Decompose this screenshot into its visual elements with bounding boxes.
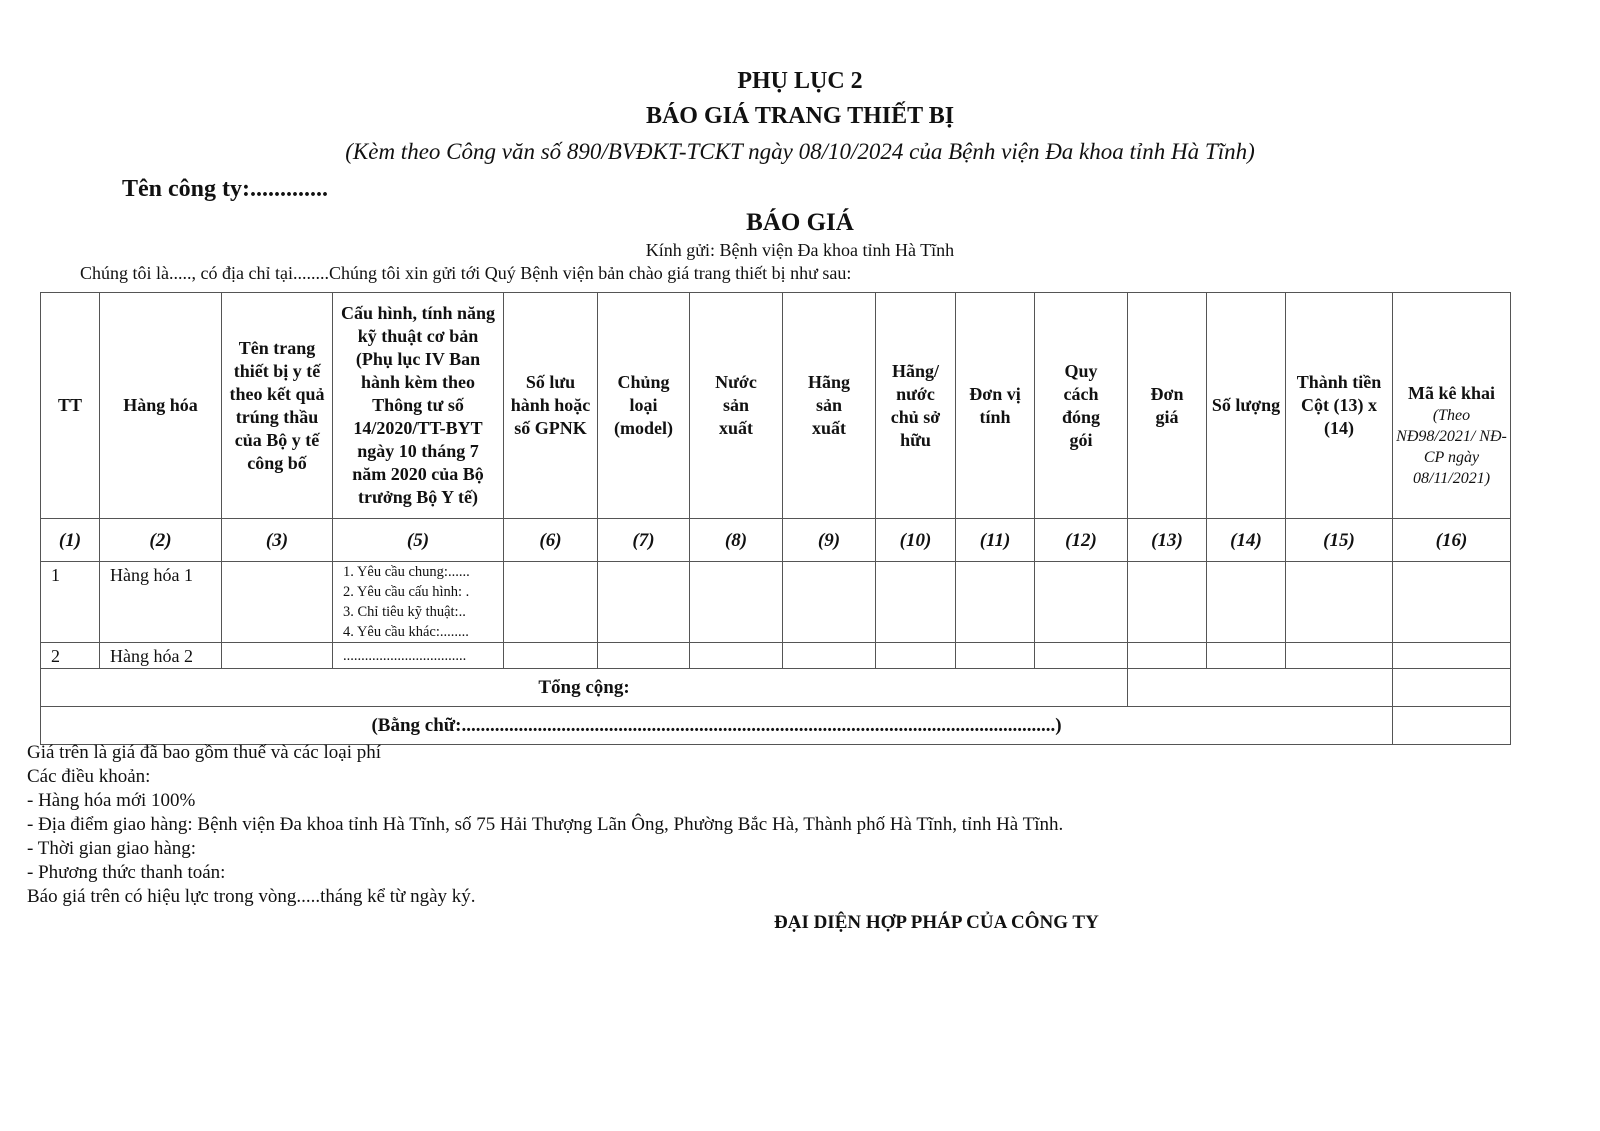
row-device-name-cell[interactable] xyxy=(222,643,333,669)
row-index xyxy=(41,562,100,643)
row-declaration-code-cell[interactable] xyxy=(1393,643,1511,669)
quote-intro: Chúng tôi là....., có địa chỉ tại........Chúng tôi xin gửi tới Quý Bệnh viện bản chào giá trang thiết bị như sau: xyxy=(80,263,852,283)
total-row xyxy=(41,669,1511,707)
row-amount-cell[interactable] xyxy=(1286,562,1393,643)
row-registration-cell[interactable] xyxy=(504,643,598,669)
column-header-declaration-code xyxy=(1393,293,1511,519)
row-country-cell[interactable] xyxy=(690,643,783,669)
row-model-cell[interactable] xyxy=(598,643,690,669)
row-packaging-cell[interactable] xyxy=(1035,562,1128,643)
terms-line-price-note: Giá trên là giá đã bao gồm thuế và các loại phí xyxy=(27,742,382,763)
column-number: (11) xyxy=(956,519,1035,562)
row-index-text: 1 xyxy=(51,565,60,585)
row-item-text: Hàng hóa 2 xyxy=(110,646,193,666)
declaration-code-note: (Theo NĐ98/2021/ NĐ-CP ngày 08/11/2021) xyxy=(1396,407,1507,487)
total-label: Tổng cộng: xyxy=(41,669,1128,707)
column-number: (7) xyxy=(598,519,690,562)
appendix-heading: PHỤ LỤC 2 xyxy=(737,68,863,94)
column-number: (6) xyxy=(504,519,598,562)
row-country-cell[interactable] xyxy=(690,562,783,643)
row-manufacturer-cell[interactable] xyxy=(783,643,876,669)
row-owner-cell[interactable] xyxy=(876,643,956,669)
row-amount-cell[interactable] xyxy=(1286,643,1393,669)
column-number: (1) xyxy=(41,519,100,562)
row-unit-price-cell[interactable] xyxy=(1128,643,1207,669)
spec-line: 1. Yêu cầu chung:...... xyxy=(343,564,470,580)
terms-section xyxy=(27,741,1063,909)
column-number-row xyxy=(41,519,1511,562)
terms-line-delivery-place: - Địa điểm giao hàng: Bệnh viện Đa khoa tỉnh Hà Tĩnh, số 75 Hải Thượng Lãn Ông, Phường Bắc Hà, Thành phố Hà Tĩnh, tỉnh Hà Tĩnh. xyxy=(27,814,1064,835)
terms-line-new-goods: - Hàng hóa mới 100% xyxy=(27,790,196,811)
column-number: (16) xyxy=(1393,519,1511,562)
signature-label: ĐẠI DIỆN HỢP PHÁP CỦA CÔNG TY xyxy=(774,912,1099,933)
column-number: (5) xyxy=(333,519,504,562)
in-words-row xyxy=(41,707,1511,745)
row-device-name-cell[interactable] xyxy=(222,562,333,643)
row-unit-cell[interactable] xyxy=(956,643,1035,669)
table-row xyxy=(41,562,1511,643)
column-number: (8) xyxy=(690,519,783,562)
column-header-country: Nước sản xuất xyxy=(690,293,783,519)
spec-line: 4. Yêu cầu khác:........ xyxy=(343,624,469,640)
row-manufacturer-cell[interactable] xyxy=(783,562,876,643)
quote-table xyxy=(40,292,1511,745)
table-row xyxy=(41,643,1511,669)
total-amount-cell[interactable] xyxy=(1128,669,1393,707)
column-header-packaging: Quy cách đóng gói xyxy=(1035,293,1128,519)
column-header-device-name: Tên trang thiết bị y tế theo kết quả trúng thầu của Bộ y tế công bố xyxy=(222,293,333,519)
quote-recipient: Kính gửi: Bệnh viện Đa khoa tỉnh Hà Tĩnh xyxy=(645,240,955,260)
column-header-unit-price: Đơn giá xyxy=(1128,293,1207,519)
row-quantity-cell[interactable] xyxy=(1207,643,1286,669)
column-header-owner: Hãng/ nước chủ sở hữu xyxy=(876,293,956,519)
column-header-tt: TT xyxy=(41,293,100,519)
column-number: (15) xyxy=(1286,519,1393,562)
row-quantity-cell[interactable] xyxy=(1207,562,1286,643)
spec-line: 3. Chỉ tiêu kỹ thuật:.. xyxy=(343,604,466,620)
column-number: (10) xyxy=(876,519,956,562)
row-registration-cell[interactable] xyxy=(504,562,598,643)
row-unit-cell[interactable] xyxy=(956,562,1035,643)
column-number: (9) xyxy=(783,519,876,562)
total-declaration-cell[interactable] xyxy=(1393,669,1511,707)
in-words-label: (Bằng chữ:.............................................................................................................................) xyxy=(41,707,1393,745)
terms-line-heading: Các điều khoản: xyxy=(27,766,151,787)
row-spec xyxy=(333,643,504,669)
row-item xyxy=(100,643,222,669)
column-header-goods: Hàng hóa xyxy=(100,293,222,519)
company-name-field: Tên công ty:............. xyxy=(122,176,328,202)
row-spec xyxy=(333,562,504,643)
document-subtitle: (Kèm theo Công văn số 890/BVĐKT-TCKT ngày 08/10/2024 của Bệnh viện Đa khoa tỉnh Hà Tĩnh) xyxy=(345,139,1255,164)
column-number: (2) xyxy=(100,519,222,562)
terms-line-validity: Báo giá trên có hiệu lực trong vòng.....tháng kể từ ngày ký. xyxy=(27,886,476,907)
column-header-unit: Đơn vị tính xyxy=(956,293,1035,519)
spec-line: .................................. xyxy=(343,647,467,664)
column-header-registration: Số lưu hành hoặc số GPNK xyxy=(504,293,598,519)
in-words-extra-cell[interactable] xyxy=(1393,707,1511,745)
table-header-row xyxy=(41,293,1511,519)
terms-line-delivery-time: - Thời gian giao hàng: xyxy=(27,838,197,859)
row-index-text: 2 xyxy=(51,646,60,666)
column-header-model: Chủng loại (model) xyxy=(598,293,690,519)
column-number: (12) xyxy=(1035,519,1128,562)
column-header-manufacturer: Hãng sản xuất xyxy=(783,293,876,519)
spec-line: 2. Yêu cầu cấu hình: . xyxy=(343,584,470,600)
column-number: (13) xyxy=(1128,519,1207,562)
row-model-cell[interactable] xyxy=(598,562,690,643)
column-header-amount: Thành tiền Cột (13) x (14) xyxy=(1286,293,1393,519)
row-index xyxy=(41,643,100,669)
row-item-text: Hàng hóa 1 xyxy=(110,565,193,585)
row-item xyxy=(100,562,222,643)
document-title: BÁO GIÁ TRANG THIẾT BỊ xyxy=(645,103,955,129)
quote-title: BÁO GIÁ xyxy=(746,209,854,236)
declaration-code-label: Mã kê khai xyxy=(1407,383,1495,403)
row-packaging-cell[interactable] xyxy=(1035,643,1128,669)
terms-line-payment: - Phương thức thanh toán: xyxy=(27,862,226,883)
column-header-configuration: Cấu hình, tính năng kỹ thuật cơ bản (Phụ lục IV Ban hành kèm theo Thông tư số 14/2020/TT-BYT ngày 10 tháng 7 năm 2020 của Bộ trưởng Bộ Y tế) xyxy=(333,293,504,519)
column-number: (3) xyxy=(222,519,333,562)
row-owner-cell[interactable] xyxy=(876,562,956,643)
column-header-quantity: Số lượng xyxy=(1207,293,1286,519)
column-number: (14) xyxy=(1207,519,1286,562)
row-unit-price-cell[interactable] xyxy=(1128,562,1207,643)
row-declaration-code-cell[interactable] xyxy=(1393,562,1511,643)
